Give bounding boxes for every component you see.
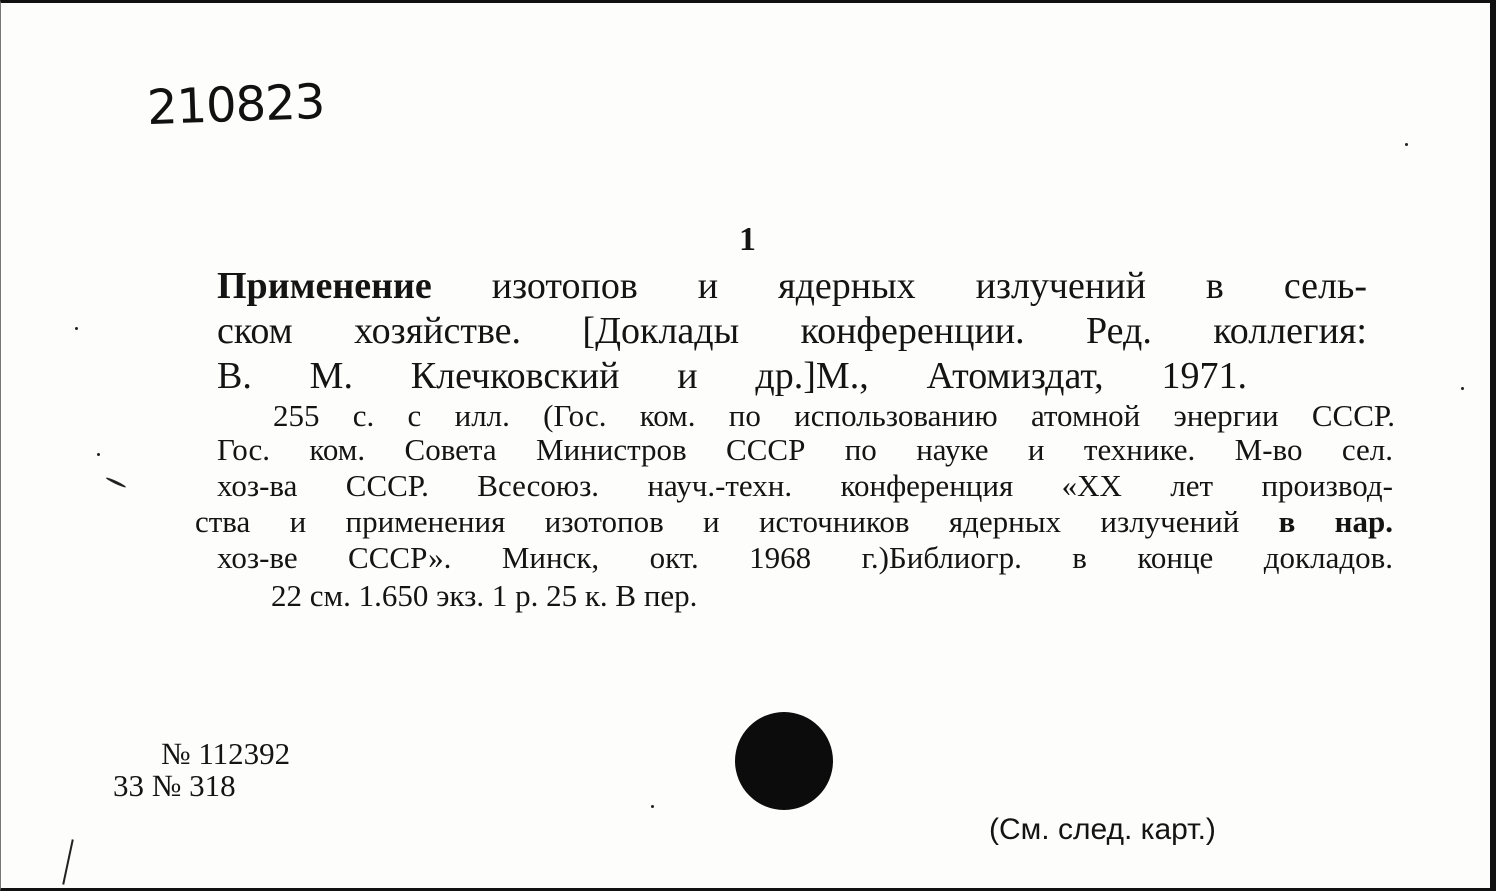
ink-speck — [1461, 387, 1464, 390]
title-line-1 — [217, 267, 1367, 305]
title-imprint: М., Атомиздат, 1971. — [815, 355, 1247, 397]
entry-marker: 1 — [739, 221, 756, 258]
registry-number-1: № 112392 — [161, 736, 291, 771]
description-line-6: 22 см. 1.650 экз. 1 р. 25 к. В пер. — [271, 578, 698, 613]
title-lead-word: Применение — [217, 265, 432, 307]
ink-speck — [1405, 143, 1408, 146]
description-line-5 — [217, 542, 1393, 573]
ink-speck — [651, 805, 654, 808]
description-bibliography-note: Библиогр. в конце докладов. — [888, 540, 1393, 575]
description-line-3: хоз-ва СССР. Всесоюз. науч.-техн. конференция «XX лет производ- — [217, 468, 1393, 503]
title-line-1-rest: изотопов и ядерных излучений в сель- — [431, 265, 1367, 307]
ink-speck — [75, 327, 78, 330]
title-authors: В. М. Клечковский и др.] — [217, 355, 816, 397]
ink-speck — [97, 453, 100, 456]
title-line-2: ском хозяйстве. [Доклады конференции. Ред. коллегия: — [217, 310, 1367, 352]
registry-number-2: 33 № 318 — [113, 768, 236, 803]
description-line-4-bold: в нар. — [1278, 504, 1393, 539]
punch-hole — [735, 712, 833, 810]
description-line-4 — [195, 506, 1393, 537]
description-line-2: Гос. ком. Совета Министров СССР по науке и технике. М-во сел. — [217, 432, 1393, 467]
description-line-1: 255 с. с илл. (Гос. ком. по использованию атомной энергии СССР. — [273, 398, 1395, 433]
description-line-4-text: ства и применения изотопов и источников ядерных излучений — [195, 504, 1279, 539]
pencil-mark — [62, 839, 74, 884]
handwritten-card-number: 210823 — [146, 73, 326, 137]
description-conference-note: хоз-ве СССР». Минск, окт. 1968 г.) — [217, 540, 889, 575]
ink-speck — [105, 476, 126, 488]
see-next-card-note: (См. след. карт.) — [989, 813, 1216, 846]
title-line-3 — [217, 357, 1247, 395]
